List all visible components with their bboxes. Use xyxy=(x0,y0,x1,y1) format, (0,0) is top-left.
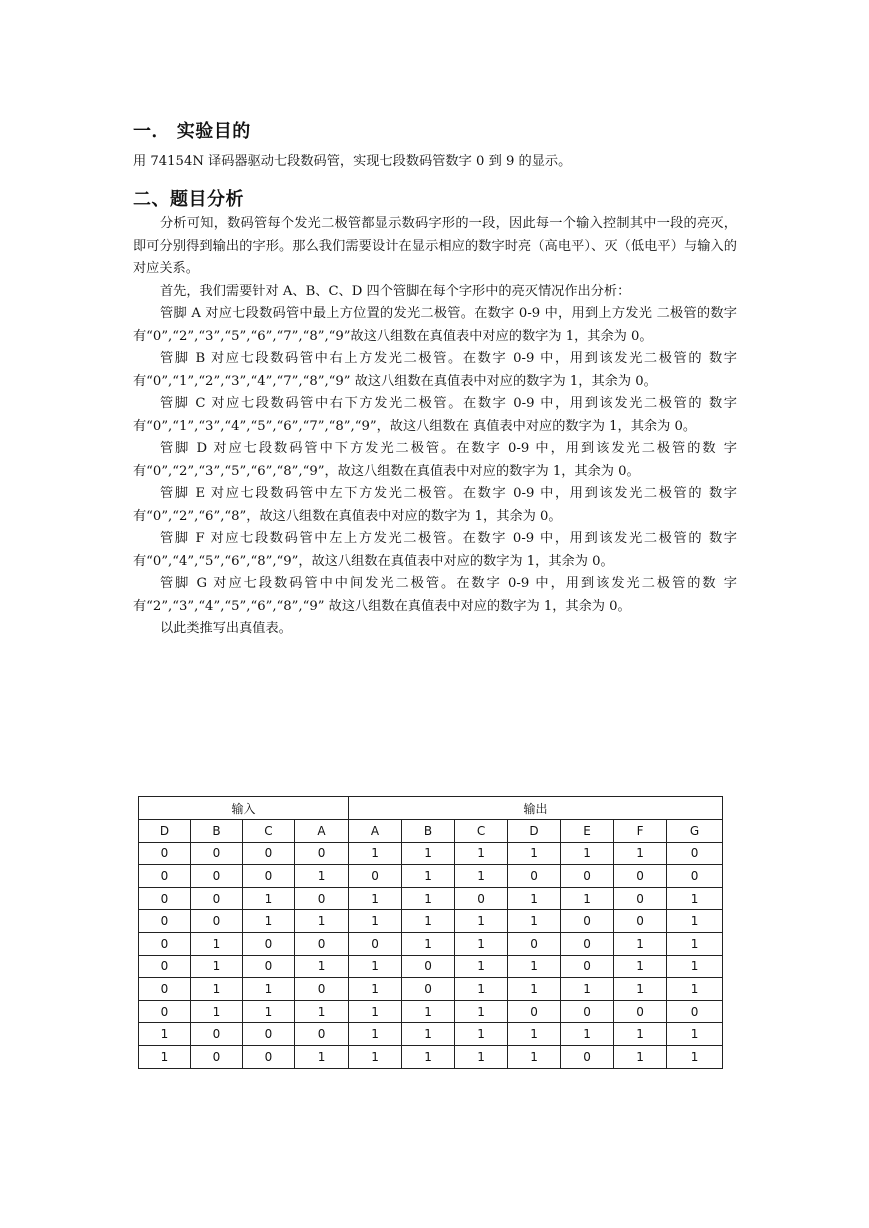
table-cell: 0 xyxy=(243,955,295,978)
table-cell: 1 xyxy=(243,1000,295,1023)
table-cell: 1 xyxy=(455,1045,508,1068)
table-cell: 1 xyxy=(243,910,295,933)
column-header: E xyxy=(561,820,614,843)
table-cell: 1 xyxy=(455,865,508,888)
table-cell: 1 xyxy=(402,932,455,955)
column-header: C xyxy=(455,820,508,843)
table-cell: 0 xyxy=(191,1045,243,1068)
table-cell: 0 xyxy=(191,865,243,888)
table-cell: 0 xyxy=(295,887,349,910)
table-cell: 1 xyxy=(614,1023,667,1046)
table-cell: 0 xyxy=(243,842,295,865)
table-cell: 1 xyxy=(402,1000,455,1023)
table-cell: 1 xyxy=(667,978,723,1001)
table-cell: 0 xyxy=(139,932,191,955)
table-cell: 0 xyxy=(667,1000,723,1023)
table-cell: 1 xyxy=(402,887,455,910)
column-header: C xyxy=(243,820,295,843)
paragraph-pin-f: 管脚 F 对应七段数码管中左上方发光二极管。在数字 0-9 中，用到该发光二极管的 数字有“0”,“4”,“5”,“6”,“8”,“9”，故这八组数在真值表中对应的数字为 1，其余为 0。 xyxy=(133,531,737,569)
table-cell: 0 xyxy=(139,1000,191,1023)
table-cell: 0 xyxy=(667,842,723,865)
analysis-body xyxy=(133,213,737,641)
table-cell: 0 xyxy=(614,887,667,910)
table-cell: 0 xyxy=(191,887,243,910)
table-row xyxy=(139,932,723,955)
table-cell: 1 xyxy=(295,955,349,978)
table-cell: 1 xyxy=(349,1045,402,1068)
table-cell: 0 xyxy=(614,865,667,888)
table-cell: 1 xyxy=(667,932,723,955)
paragraph-pin-c: 管脚 C 对应七段数码管中右下方发光二极管。在数字 0-9 中，用到该发光二极管的 数字有“0”,“1”,“3”,“4”,“5”,“6”,“7”,“8”,“9”，故这八组数在 真值表中对应的数字为 1，其余为 0。 xyxy=(133,396,737,434)
table-cell: 1 xyxy=(508,1045,561,1068)
column-header: A xyxy=(349,820,402,843)
paragraph-pin-b: 管脚 B 对应七段数码管中右上方发光二极管。在数字 0-9 中，用到该发光二极管的 数字有“0”,“1”,“2”,“3”,“4”,“7”,“8”,“9” 故这八组数在真值表中对应的数字为 1，其余为 0。 xyxy=(133,351,737,389)
table-cell: 1 xyxy=(667,1023,723,1046)
table-cell: 1 xyxy=(508,1023,561,1046)
table-row xyxy=(139,955,723,978)
table-cell: 0 xyxy=(508,1000,561,1023)
table-cell: 0 xyxy=(561,955,614,978)
table-cell: 0 xyxy=(614,910,667,933)
table-cell: 1 xyxy=(455,1000,508,1023)
table-cell: 1 xyxy=(508,887,561,910)
paragraph-pin-g: 管脚 G 对应七段数码管中中间发光二极管。在数字 0-9 中，用到该发光二极管的数 字有“2”,“3”,“4”,“5”,“6”,“8”,“9” 故这八组数在真值表中对应的数字为 1，其余为 0。 xyxy=(133,576,737,614)
table-cell: 1 xyxy=(243,978,295,1001)
table-cell: 1 xyxy=(508,955,561,978)
section-1-title: 一． 实验目的 xyxy=(133,121,251,142)
table-cell: 1 xyxy=(191,978,243,1001)
table-cell: 0 xyxy=(295,978,349,1001)
table-cell: 1 xyxy=(455,932,508,955)
table-cell: 0 xyxy=(139,842,191,865)
table-cell: 1 xyxy=(508,842,561,865)
section-1-text: 用 74154N 译码器驱动七段数码管，实现七段数码管数字 0 到 9 的显示。 xyxy=(133,154,572,169)
table-cell: 1 xyxy=(455,910,508,933)
table-cell: 0 xyxy=(614,1000,667,1023)
table-cell: 0 xyxy=(402,955,455,978)
table-cell: 0 xyxy=(349,932,402,955)
table-cell: 1 xyxy=(455,955,508,978)
column-header: D xyxy=(139,820,191,843)
table-cell: 0 xyxy=(561,932,614,955)
table-cell: 1 xyxy=(191,1000,243,1023)
table-cell: 1 xyxy=(561,887,614,910)
column-header: D xyxy=(508,820,561,843)
table-cell: 1 xyxy=(243,887,295,910)
table-cell: 0 xyxy=(139,955,191,978)
table-cell: 1 xyxy=(667,1045,723,1068)
table-cell: 0 xyxy=(191,1023,243,1046)
table-group-row xyxy=(139,797,723,820)
table-cell: 0 xyxy=(243,865,295,888)
table-cell: 0 xyxy=(139,910,191,933)
table-cell: 1 xyxy=(402,1045,455,1068)
table-cell: 1 xyxy=(295,865,349,888)
table-cell: 1 xyxy=(295,1000,349,1023)
table-cell: 1 xyxy=(455,842,508,865)
paragraph-intro: 分析可知，数码管每个发光二极管都显示数码字形的一段，因此每一个输入控制其中一段的亮灭，即可分别得到输出的字形。那么我们需要设计在显示相应的数字时亮（高电平）、灭（低电平）与输入的对应关系。 xyxy=(133,216,737,276)
table-cell: 1 xyxy=(349,955,402,978)
column-header: F xyxy=(614,820,667,843)
table-cell: 1 xyxy=(508,910,561,933)
table-row xyxy=(139,865,723,888)
table-row xyxy=(139,842,723,865)
table-cell: 0 xyxy=(561,910,614,933)
table-cell: 0 xyxy=(191,842,243,865)
table-cell: 1 xyxy=(667,910,723,933)
table-cell: 0 xyxy=(295,842,349,865)
table-cell: 1 xyxy=(349,887,402,910)
table-cell: 1 xyxy=(402,1023,455,1046)
table-cell: 1 xyxy=(191,932,243,955)
section-2-title: 二、题目分析 xyxy=(133,189,244,210)
paragraph-conclusion: 以此类推写出真值表。 xyxy=(160,621,292,636)
group-output-header: 输出 xyxy=(349,797,723,820)
table-cell: 0 xyxy=(191,910,243,933)
table-cell: 0 xyxy=(243,1023,295,1046)
table-cell: 0 xyxy=(455,887,508,910)
table-cell: 1 xyxy=(295,910,349,933)
table-cell: 1 xyxy=(295,1045,349,1068)
column-header: A xyxy=(295,820,349,843)
table-cell: 0 xyxy=(561,865,614,888)
table-row xyxy=(139,978,723,1001)
column-header: B xyxy=(402,820,455,843)
table-cell: 0 xyxy=(402,978,455,1001)
paragraph-pin-e: 管脚 E 对应七段数码管中左下方发光二极管。在数字 0-9 中，用到该发光二极管的 数字有“0”,“2”,“6”,“8”，故这八组数在真值表中对应的数字为 1，其余为 0。 xyxy=(133,486,737,524)
table-cell: 1 xyxy=(667,887,723,910)
table-cell: 1 xyxy=(349,1023,402,1046)
table-cell: 0 xyxy=(667,865,723,888)
table-cell: 0 xyxy=(243,1045,295,1068)
table-cell: 1 xyxy=(667,955,723,978)
table-row xyxy=(139,1023,723,1046)
table-cell: 1 xyxy=(614,1045,667,1068)
table-row xyxy=(139,887,723,910)
table-cell: 1 xyxy=(614,932,667,955)
group-input-header: 输入 xyxy=(139,797,349,820)
table-cell: 1 xyxy=(455,978,508,1001)
table-cell: 0 xyxy=(508,865,561,888)
table-cell: 1 xyxy=(561,1023,614,1046)
table-cell: 1 xyxy=(349,842,402,865)
table-cell: 1 xyxy=(508,978,561,1001)
table-cell: 0 xyxy=(508,932,561,955)
table-cell: 1 xyxy=(191,955,243,978)
table-cell: 1 xyxy=(614,978,667,1001)
table-row xyxy=(139,1000,723,1023)
paragraph-first: 首先，我们需要针对 A、B、C、D 四个管脚在每个字形中的亮灭情况作出分析： xyxy=(160,283,631,299)
table-cell: 1 xyxy=(614,955,667,978)
table-cell: 1 xyxy=(139,1023,191,1046)
table-cell: 1 xyxy=(455,1023,508,1046)
table-cell: 1 xyxy=(614,842,667,865)
table-cell: 1 xyxy=(349,910,402,933)
paragraph-pin-d: 管脚 D 对应七段数码管中下方发光二极管。在数字 0-9 中，用到该发光二极管的数 字有“0”,“2”,“3”,“5”,“6”,“8”,“9”，故这八组数在真值表中对应的数字为 1，其余为 0。 xyxy=(133,441,737,479)
column-header: G xyxy=(667,820,723,843)
table-cell: 0 xyxy=(561,1000,614,1023)
table-cell: 0 xyxy=(139,865,191,888)
table-cell: 0 xyxy=(295,932,349,955)
table-cell: 1 xyxy=(402,865,455,888)
table-cell: 0 xyxy=(139,887,191,910)
table-cell: 1 xyxy=(402,842,455,865)
table-cell: 1 xyxy=(402,910,455,933)
table-cell: 0 xyxy=(561,1045,614,1068)
table-cell: 1 xyxy=(139,1045,191,1068)
table-cell: 0 xyxy=(349,865,402,888)
table-cell: 0 xyxy=(295,1023,349,1046)
column-header: B xyxy=(191,820,243,843)
truth-table xyxy=(138,796,723,1069)
table-cell: 1 xyxy=(349,1000,402,1023)
table-header-row xyxy=(139,820,723,843)
table-row xyxy=(139,1045,723,1068)
table-cell: 1 xyxy=(349,978,402,1001)
table-cell: 0 xyxy=(139,978,191,1001)
paragraph-pin-a: 管脚 A 对应七段数码管中最上方位置的发光二极管。在数字 0-9 中，用到上方发光 二极管的数字有“0”,“2”,“3”,“5”,“6”,“7”,“8”,“9”故这八组数在真值表中对应的数字为 1，其余为 0。 xyxy=(133,306,737,344)
table-cell: 1 xyxy=(561,842,614,865)
table-row xyxy=(139,910,723,933)
table-cell: 1 xyxy=(561,978,614,1001)
table-cell: 0 xyxy=(243,932,295,955)
